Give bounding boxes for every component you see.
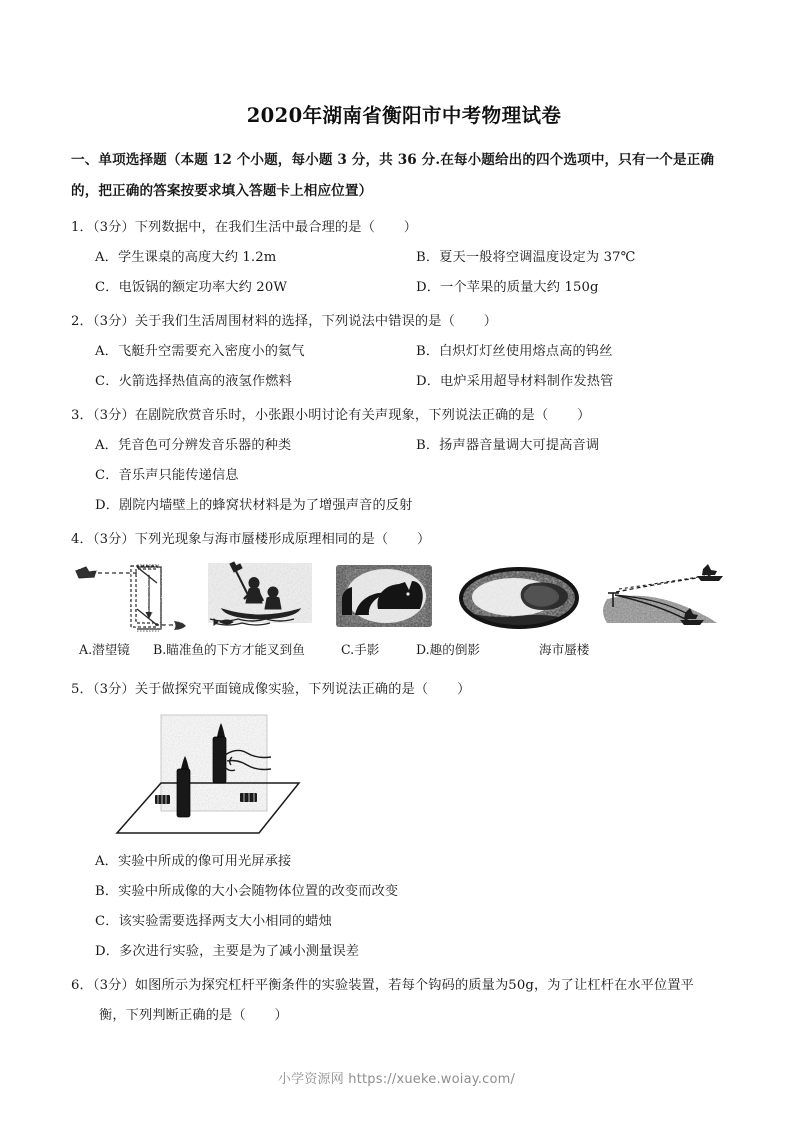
question-6-stem: [71, 971, 737, 1001]
question-3-stem-close: ）: [577, 408, 591, 423]
question-5-text: 关于做探究平面镜成像实验，下列说法正确的是（: [134, 682, 429, 697]
hand-shadow-photo: [334, 563, 434, 633]
question-5-answer-blank[interactable]: [428, 682, 457, 697]
question-3-answer-blank[interactable]: [548, 408, 577, 423]
question-1-options-row-2: [71, 273, 737, 303]
caption-spearing-fish: B.瞄准鱼的下方才能叉到鱼: [153, 642, 305, 657]
plane-mirror-experiment-diagram: [99, 713, 419, 841]
question-4-caption-row: [71, 639, 737, 663]
question-2-option-a[interactable]: A．飞艇升空需要充入密度小的氦气: [95, 344, 305, 359]
question-5-option-a[interactable]: A．实验中所成的像可用光屏承接: [95, 854, 292, 869]
question-5-score: （3分）: [92, 682, 135, 697]
question-5-stem: [71, 675, 737, 705]
question-1-stem-close: ）: [403, 220, 418, 235]
caption-mirage: 海市蜃楼: [539, 642, 590, 657]
question-3-stem: [71, 401, 737, 431]
question-5-figure-wrap: [71, 713, 737, 841]
water-reflection-photo: [459, 566, 579, 630]
question-3-score: （3分）: [92, 408, 135, 423]
question-1-number: 1．: [71, 220, 93, 235]
question-2-score: （3分）: [92, 314, 135, 329]
question-4-text: 下列光现象与海市蜃楼形成原理相同的是（: [134, 532, 389, 547]
question-1-options-row-1: [71, 243, 737, 273]
question-3-options-row-1: [71, 431, 737, 461]
question-1-stem: [71, 213, 737, 243]
question-2-option-b[interactable]: B．白炽灯灯丝使用熔点高的钨丝: [416, 344, 613, 359]
question-3-option-c[interactable]: C．音乐声只能传递信息: [95, 468, 239, 483]
question-4-answer-blank[interactable]: [388, 532, 417, 547]
question-1-option-d[interactable]: D．一个苹果的质量大约 150g: [416, 280, 599, 295]
question-6-text: 如图所示为探究杠杆平衡条件的实验装置，若每个钩码的质量为50g，为了让杠杆在水平位置平: [134, 978, 695, 993]
question-5-option-b[interactable]: B．实验中所成像的大小会随物体位置的改变而改变: [95, 884, 399, 899]
question-6-number: 6．: [71, 978, 93, 993]
question-6-score: （3分）: [92, 978, 135, 993]
periscope-diagram: [71, 563, 189, 639]
question-2-stem-close: ）: [483, 314, 498, 329]
page-title: 2020年湖南省衡阳市中考物理试卷: [246, 104, 562, 127]
question-3-option-d[interactable]: D．剧院内墙壁上的蜂窝状材料是为了增强声音的反射: [95, 498, 413, 513]
question-3-number: 3．: [71, 408, 93, 423]
question-1-score: （3分）: [92, 220, 135, 235]
question-6-stem-close: ）: [274, 1008, 288, 1023]
mirage-diagram: [599, 563, 737, 635]
footer-watermark: 小学资源网 https://xueke.woiay.com/: [277, 1072, 516, 1087]
question-5: [71, 675, 737, 967]
question-1-option-b[interactable]: B．夏天一般将空调温度设定为 37℃: [416, 250, 636, 265]
caption-periscope: A.潜望镜: [79, 642, 130, 657]
question-2-options-row-1: [71, 337, 737, 367]
caption-hand-shadow: C.手影: [341, 642, 380, 657]
page-content: [71, 100, 737, 1035]
fish-spearing-illustration: [204, 561, 317, 639]
question-2-options-row-2: [71, 367, 737, 397]
question-5-option-c[interactable]: C．该实验需要选择两支大小相同的蜡烛: [95, 914, 332, 929]
question-6: [71, 971, 737, 1031]
question-2: [71, 307, 737, 397]
question-5-number: 5．: [71, 682, 93, 697]
question-1: [71, 213, 737, 303]
question-2-number: 2．: [71, 314, 93, 329]
question-1-option-c[interactable]: C．电饭锅的额定功率大约 20W: [95, 280, 288, 295]
question-3: [71, 401, 737, 521]
caption-reflection: D.趣的倒影: [416, 642, 481, 657]
question-3-text: 在剧院欣赏音乐时，小张跟小明讨论有关声现象，下列说法正确的是（: [134, 408, 549, 423]
question-2-stem: [71, 307, 737, 337]
question-1-text: 下列数据中，在我们生活中最合理的是（: [134, 220, 375, 235]
question-6-stem-line-2: [71, 1001, 737, 1031]
question-5-stem-close: ）: [457, 682, 471, 697]
question-1-option-a[interactable]: A．学生课桌的高度大约 1.2m: [95, 250, 277, 265]
question-3-option-b[interactable]: B．扬声器音量调大可提高音调: [416, 438, 600, 453]
question-2-text: 关于我们生活周围材料的选择，下列说法中错误的是（: [134, 314, 455, 329]
question-3-option-a[interactable]: A．凭音色可分辨发音乐器的种类: [95, 438, 292, 453]
question-6-stem-continuation: 衡，下列判断正确的是（: [99, 1008, 246, 1023]
question-1-answer-blank[interactable]: [375, 220, 404, 235]
question-4-score: （3分）: [92, 532, 135, 547]
question-2-answer-blank[interactable]: [455, 314, 484, 329]
section-heading: 一、单项选择题（本题 12 个小题，每小题 3 分，共 36 分.在每小题给出的四个选项中，只有一个是正确的，把正确的答案按要求填入答题卡上相应位置）: [71, 152, 715, 199]
question-6-answer-blank[interactable]: [246, 1008, 275, 1023]
question-2-option-d[interactable]: D．电炉采用超导材料制作发热管: [416, 374, 614, 389]
question-5-option-d[interactable]: D．多次进行实验，主要是为了减小测量误差: [95, 944, 360, 959]
question-2-option-c[interactable]: C．火箭选择热值高的液氢作燃料: [95, 374, 292, 389]
question-4-stem: [71, 525, 737, 555]
question-4-number: 4．: [71, 532, 93, 547]
question-4: [71, 525, 737, 663]
question-4-figure-row: [71, 561, 737, 639]
question-4-stem-close: ）: [417, 532, 431, 547]
